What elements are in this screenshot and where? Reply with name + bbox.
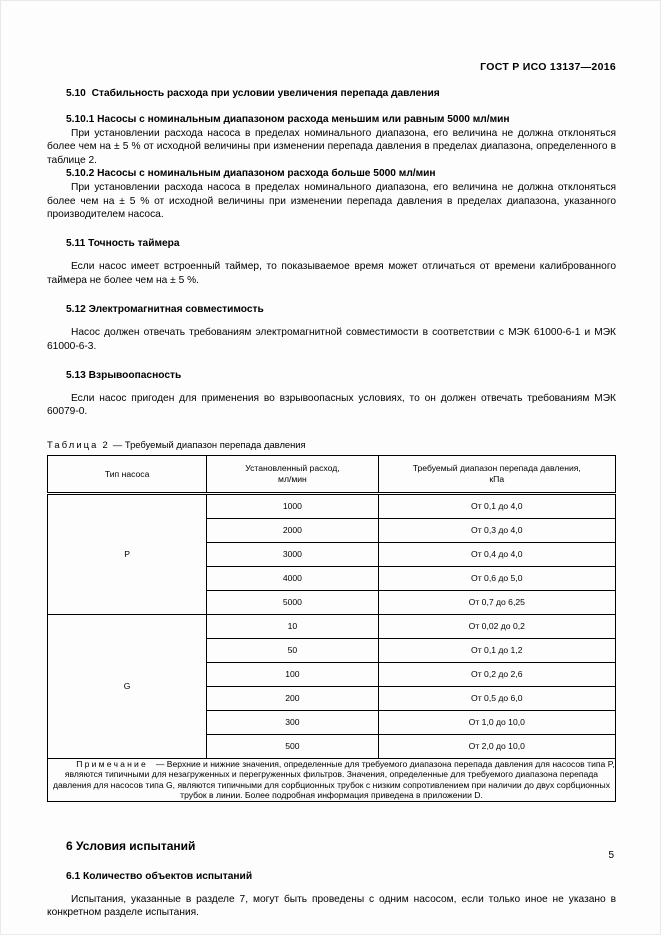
table-header-pressure-range-line2: кПа xyxy=(489,473,505,484)
table-row xyxy=(48,614,616,638)
paragraph-5-13: Если насос пригоден для применения во взрывоопасных условиях, то он должен отвечать требованиям МЭК 60079-0. xyxy=(47,393,616,418)
paragraph-5-10-2: При установлении расхода насоса в пределах номинального диапазона, его величина не должна отклоняться более чем на ± 5 % от исходной величины при изменении перепада давления в пределах диапазона, указанного производителем насоса. xyxy=(47,182,616,221)
heading-5-11-number: 5.11 xyxy=(66,238,86,250)
heading-5-10-1-number: 5.10.1 xyxy=(66,114,95,125)
pressure-range-value: От 0,1 до 1,2 xyxy=(378,638,615,662)
heading-5-10-title: Стабильность расхода при условии увеличения перепада давления xyxy=(91,88,440,99)
flow-value: 300 xyxy=(207,710,378,734)
paragraph-5-12: Насос должен отвечать требованиям электромагнитной совместимости в соответствии с МЭК 61000-6-1 и МЭК 61000-6-3. xyxy=(47,327,616,352)
table-note-dash: — xyxy=(155,758,165,769)
heading-6-1-title: Количество объектов испытаний xyxy=(83,870,253,882)
table-note-text: Верхние и нижние значения, определенные для требуемого диапазона перепада давления для насосов типа P, являются типичными для незагруженных и перегруженных фильтров. Значения, определенные для требуемого диапазона перепада давления для насосов типа G, являются типичными для сорбционных трубок с низким сопротивлением при наличии до двух сорбционных трубок в линии. Более подробная информация приведена в приложении D. xyxy=(53,758,615,801)
running-head: ГОСТ Р ИСО 13137—2016 xyxy=(480,61,616,73)
heading-6-1-number: 6.1 xyxy=(66,870,81,882)
flow-value: 1000 xyxy=(207,493,378,518)
heading-5-13 xyxy=(47,369,616,383)
flow-value: 2000 xyxy=(207,518,378,542)
table-header-set-flow-line2: мл/мин xyxy=(278,473,307,484)
heading-6-number: 6 xyxy=(66,838,73,853)
pressure-range-value: От 0,02 до 0,2 xyxy=(378,614,615,638)
flow-value: 3000 xyxy=(207,542,378,566)
pressure-range-table xyxy=(47,455,616,802)
flow-value: 5000 xyxy=(207,590,378,614)
heading-5-10-2-title: Насосы с номинальным диапазоном расхода больше 5000 мл/мин xyxy=(97,168,436,180)
heading-5-12-number: 5.12 xyxy=(66,304,86,316)
flow-value: 500 xyxy=(207,734,378,758)
heading-5-12-title: Электромагнитная совместимость xyxy=(88,304,264,316)
heading-5-10-2-number: 5.10.2 xyxy=(66,168,95,180)
heading-5-10-2 xyxy=(47,167,616,181)
pressure-range-value: От 0,1 до 4,0 xyxy=(378,493,615,518)
table-body xyxy=(48,493,616,801)
table-note-row xyxy=(48,758,616,801)
table-header-set-flow xyxy=(207,455,378,493)
pressure-range-value: От 0,3 до 4,0 xyxy=(378,518,615,542)
flow-value: 200 xyxy=(207,686,378,710)
table-caption-dash: — xyxy=(112,438,123,450)
pressure-range-value: От 0,4 до 4,0 xyxy=(378,542,615,566)
pump-type-g: G xyxy=(48,614,207,758)
table-header-pump-type: Тип насоса xyxy=(48,455,207,493)
table-caption xyxy=(47,439,616,451)
table-header-pressure-range-line1: Требуемый диапазон перепада давления, xyxy=(412,463,581,474)
heading-5-10-number: 5.10 xyxy=(66,88,86,99)
heading-5-11-title: Точность таймера xyxy=(88,238,180,250)
heading-5-11 xyxy=(47,237,616,251)
heading-6-1 xyxy=(47,870,616,884)
pressure-range-value: От 0,6 до 5,0 xyxy=(378,566,615,590)
pump-type-p: P xyxy=(48,493,207,614)
table-row xyxy=(48,493,616,518)
heading-6-title: Условия испытаний xyxy=(76,838,196,853)
heading-5-13-number: 5.13 xyxy=(66,370,86,382)
heading-6 xyxy=(47,838,616,854)
heading-5-10-1-title: Насосы с номинальным диапазоном расхода меньшим или равным 5000 мл/мин xyxy=(97,114,510,125)
table-head xyxy=(48,455,616,493)
table-caption-word: Таблица xyxy=(47,438,99,450)
flow-value: 50 xyxy=(207,638,378,662)
table-header-pressure-range xyxy=(378,455,615,493)
pressure-range-value: От 2,0 до 10,0 xyxy=(378,734,615,758)
paragraph-5-10-1: При установлении расхода насоса в пределах номинального диапазона, его величина не должна отклоняться более чем на ± 5 % от исходной величины при изменении перепада давления в пределах диапазона, определенного в таблице 2. xyxy=(47,128,616,166)
heading-5-12 xyxy=(47,303,616,317)
table-header-set-flow-line1: Установленный расход, xyxy=(245,463,340,474)
paragraph-5-11: Если насос имеет встроенный таймер, то показываемое время может отличаться от времени калиброванного таймера не более чем на ± 5 %. xyxy=(47,261,616,286)
flow-value: 4000 xyxy=(207,566,378,590)
table-header-row xyxy=(48,455,616,493)
page-number: 5 xyxy=(608,850,614,861)
table-note xyxy=(48,758,616,801)
pressure-range-value: От 0,5 до 6,0 xyxy=(378,686,615,710)
pressure-range-value: От 1,0 до 10,0 xyxy=(378,710,615,734)
heading-5-10 xyxy=(47,87,616,100)
heading-5-13-title: Взрывоопасность xyxy=(88,370,182,382)
flow-value: 10 xyxy=(207,614,378,638)
table-caption-number: 2 xyxy=(102,438,108,450)
heading-5-10-1 xyxy=(47,113,616,127)
flow-value: 100 xyxy=(207,662,378,686)
page-content xyxy=(47,1,616,920)
pressure-range-value: От 0,2 до 2,6 xyxy=(378,662,615,686)
table-caption-title: Требуемый диапазон перепада давления xyxy=(124,438,306,450)
paragraph-6-1: Испытания, указанные в разделе 7, могут быть проведены с одним насосом, если только иное не указано в конкретном разделе испытания. xyxy=(47,893,616,919)
table-note-label: Примечание xyxy=(76,758,149,769)
pressure-range-value: От 0,7 до 6,25 xyxy=(378,590,615,614)
